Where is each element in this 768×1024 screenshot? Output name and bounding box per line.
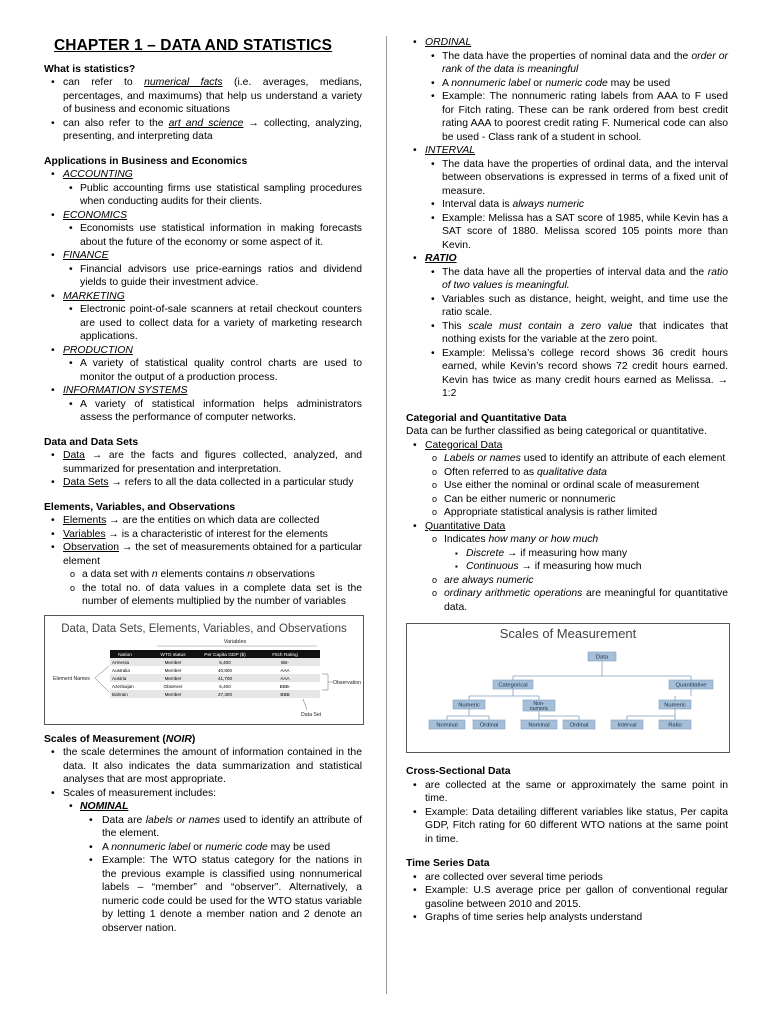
- list-item: • Economists use statistical information in making forecasts about the future of the economy or some aspect of it.: [63, 222, 362, 249]
- svg-text:Member: Member: [164, 675, 182, 681]
- list-item: • Interval data is always numeric: [425, 198, 728, 212]
- svg-text:Numeric: Numeric: [458, 702, 480, 709]
- svg-text:AAA: AAA: [280, 667, 290, 673]
- list-item: • NOMINAL • Data are labels or names used to identify an attribute of the element. • A nonnumeric label or numeric code may be used • Example: The WTO status category for the nations in the previous example is classified using nonnumerical labels – “member” and “observer”. Alternatively, a numeric code could be used for the WTO status variable by letting 1 denote a member nation and 2 denote an observer nation.: [63, 800, 362, 935]
- list-item: • Categorical Data o Labels or names used to identify an attribute of each element o Often referred to as qualitative data o Use either the nominal or ordinal scale of measurement o Can be either numeric or nonnumeric o Appropriate statistical analysis is rather limited: [406, 439, 728, 520]
- list-item: • Elements → are the entities on which data are collected: [44, 514, 362, 528]
- svg-text:BB-: BB-: [281, 659, 289, 665]
- list-item: o Indicates how many or how much ▪ Discrete → if measuring how many ▪ Continuous → if measuring how much: [425, 533, 728, 574]
- column-divider: [386, 36, 387, 994]
- node-categorical: [493, 680, 533, 689]
- list-item: • can also refer to the art and science → collecting, analyzing, presenting, and interpreting data: [44, 117, 362, 144]
- node-ordinal: [473, 720, 505, 729]
- section-heading-elements: Elements, Variables, and Observations: [44, 501, 236, 513]
- table-row: [110, 690, 320, 698]
- svg-text:AAA: AAA: [280, 675, 290, 681]
- scales-continued-list: [406, 36, 728, 401]
- list-item: • can refer to numerical facts (i.e. averages, medians, percentages, and maximums) that help us understand a variety of business and economic situations: [44, 76, 362, 117]
- list-item: • The data have all the properties of interval data and the ratio of two values is meaningful.: [425, 266, 728, 293]
- svg-text:BBB-: BBB-: [279, 683, 291, 689]
- svg-text:Ordinal: Ordinal: [569, 722, 589, 729]
- list-item: • FINANCE • Financial advisors use price-earnings ratios and dividend yields to guide their investment advice.: [44, 249, 362, 290]
- section-heading-time-series: Time Series Data: [406, 858, 490, 869]
- scales-list: [44, 746, 362, 935]
- list-item: o Can be either numeric or nonnumeric: [425, 493, 728, 507]
- list-item: ▪ Discrete → if measuring how many: [444, 547, 728, 561]
- list-item: • INTERVAL • The data have the properties of ordinal data, and the interval between observations is expressed in terms of a fixed unit of measure. • Interval data is always numeric • Example: Melissa has a SAT score of 1985, while Kevin has a SAT score of 1880. Melissa scored 105 points more than Kevin.: [406, 144, 728, 252]
- list-item: • A nonnumeric label or numeric code may be used: [80, 841, 362, 855]
- node-ordinal-nonnumeric: [563, 720, 595, 729]
- node-interval: [611, 720, 643, 729]
- list-item: • Scales of measurement includes: • NOMINAL • Data are labels or names used to identify an attribute of the element. • A nonnumeric label or numeric code may be used • Example: The WTO status category for the nations in the previous example is classified using nonnumerical labels – “member” and “observer”. Alternatively, a numeric code could be used for the WTO status variable by letting 1 denote a member nation and 2 denote an observer nation.: [44, 787, 362, 936]
- list-item: • The data have the properties of ordinal data, and the interval between observations is expressed in terms of a fixed unit of measure.: [425, 158, 728, 199]
- table-row: [110, 658, 320, 666]
- list-item: • Example: Data detailing different variables like status, Per capita GDP, Fitch rating for 60 different WTO nations at the same point in time.: [406, 806, 728, 847]
- right-column: [406, 36, 728, 925]
- svg-text:41,700: 41,700: [217, 675, 233, 681]
- node-numeric-quantitative: [659, 700, 691, 709]
- list-item: • Graphs of time series help analysts understand: [406, 911, 728, 925]
- observation-label: Observation: [333, 679, 361, 686]
- data-set-label: Data Set: [301, 711, 322, 718]
- svg-text:Data: Data: [595, 654, 609, 661]
- list-item: • are collected over several time periods: [406, 871, 728, 885]
- what-is-statistics-list: [44, 76, 362, 144]
- list-item: • ECONOMICS • Economists use statistical information in making forecasts about the future of the economy or some aspect of it.: [44, 209, 362, 250]
- list-item: • A variety of statistical quality control charts are used to monitor the output of a production process.: [63, 357, 362, 384]
- table-row: [110, 674, 320, 682]
- svg-text:40,800: 40,800: [217, 667, 233, 673]
- list-item: o ordinary arithmetic operations are meaningful for quantitative data.: [425, 587, 728, 614]
- list-item: • Observation → the set of measurements obtained for a particular element o a data set with n elements contains n observations o the total no. of data values in a complete data set is the number of elements multiplied by the number of variables: [44, 541, 362, 609]
- list-item: • Data → are the facts and figures collected, analyzed, and summarized for presentation and interpretation.: [44, 449, 362, 476]
- list-item: • A variety of statistical information helps administrators assess the performance of computer networks.: [63, 398, 362, 425]
- element-names-label: Element Names: [53, 675, 90, 682]
- list-item: o Use either the nominal or ordinal scale of measurement: [425, 479, 728, 493]
- table-header-nation: Nation: [118, 652, 132, 658]
- list-item: • Electronic point-of-sale scanners at retail checkout counters are used to collect data for a variety of marketing research applications.: [63, 303, 362, 344]
- list-item: • ORDINAL • The data have the properties of nominal data and the order or rank of the data is meaningful • A nonnumeric label or numeric code may be used • Example: The nonnumeric rating labels from AAA to F used for Fitch rating. These can be rank ordered from best credit rating AAA to poorest credit rating F. Numerical code can also be used - Class rank of a student in school.: [406, 36, 728, 144]
- list-item: o Often referred to as qualitative data: [425, 466, 728, 480]
- table-row: [110, 666, 320, 674]
- list-item: • This scale must contain a zero value that indicates that nothing exists for the variable at the zero point.: [425, 320, 728, 347]
- node-ratio: [659, 720, 691, 729]
- list-item: • INFORMATION SYSTEMS • A variety of statistical information helps administrators assess the performance of computer networks.: [44, 384, 362, 425]
- svg-text:Austria: Austria: [112, 675, 127, 681]
- list-item: • PRODUCTION • A variety of statistical quality control charts are used to monitor the output of a production process.: [44, 344, 362, 385]
- list-item: • The data have the properties of nominal data and the order or rank of the data is meaningful: [425, 50, 728, 77]
- variables-label: Variables: [223, 638, 247, 645]
- categorical-quantitative-list: [406, 439, 728, 615]
- table-header-gdp: Per Capita GDP ($): [204, 652, 246, 658]
- node-data: [588, 652, 616, 661]
- svg-text:Non-: Non-: [533, 701, 545, 707]
- list-item: • Variables such as distance, height, weight, and time use the ratio scale.: [425, 293, 728, 320]
- list-item: • Financial advisors use price-earnings ratios and dividend yields to guide their investment advice.: [63, 263, 362, 290]
- svg-text:Member: Member: [164, 659, 182, 665]
- time-series-list: [406, 871, 728, 925]
- svg-text:27,300: 27,300: [217, 691, 233, 697]
- svg-text:Bahrain: Bahrain: [112, 691, 128, 697]
- table-header-fitch: Fitch Rating: [272, 652, 298, 658]
- svg-text:5,400: 5,400: [219, 659, 231, 665]
- data-sets-list: [44, 449, 362, 490]
- categorical-intro: Data can be further classified as being categorical or quantitative.: [406, 426, 707, 437]
- svg-text:Nominal: Nominal: [436, 722, 458, 729]
- applications-list: [44, 168, 362, 425]
- svg-text:Interval: Interval: [617, 722, 637, 729]
- data-set-figure: [44, 615, 364, 725]
- svg-text:BBB: BBB: [280, 691, 290, 697]
- figure-title: Scales of Measurement: [499, 626, 637, 641]
- list-item: • Quantitative Data o Indicates how many or how much ▪ Discrete → if measuring how many ▪ Continuous → if measuring how much o are always numeric o ordinary arithmetic operations are meaningful for quantitative data.: [406, 520, 728, 615]
- svg-text:Observer: Observer: [163, 683, 183, 689]
- list-item: • Data Sets → refers to all the data collected in a particular study: [44, 476, 362, 490]
- svg-text:Azerbaijan: Azerbaijan: [112, 683, 134, 689]
- cross-sectional-list: [406, 779, 728, 847]
- elements-list: [44, 514, 362, 609]
- node-numeric: [453, 700, 485, 709]
- section-heading-cross-sectional: Cross-Sectional Data: [406, 766, 511, 777]
- svg-text:Ordinal: Ordinal: [479, 722, 499, 729]
- list-item: • Data are labels or names used to identify an attribute of the element.: [80, 814, 362, 841]
- list-item: o Labels or names used to identify an attribute of each element: [425, 452, 728, 466]
- list-item: • Example: Melissa has a SAT score of 1985, while Kevin has a SAT score of 1880. Melissa scored 105 points more than Kevin.: [425, 212, 728, 253]
- section-heading-applications: Applications in Business and Economics: [44, 155, 248, 167]
- svg-text:Ratio: Ratio: [668, 722, 682, 729]
- table-header-wto: WTO status: [160, 652, 186, 658]
- list-item: o are always numeric: [425, 574, 728, 588]
- left-column: [44, 0, 362, 935]
- scales-tree-diagram: [407, 644, 729, 752]
- list-item: • are collected at the same or approximately the same point in time.: [406, 779, 728, 806]
- list-item: o a data set with n elements contains n observations: [63, 568, 362, 582]
- list-item: o Appropriate statistical analysis is rather limited: [425, 506, 728, 520]
- page-title: CHAPTER 1 – DATA AND STATISTICS: [54, 37, 333, 54]
- list-item: • RATIO • The data have all the properties of interval data and the ratio of two values is meaningful. • Variables such as distance, height, weight, and time use the ratio scale. • This scale must contain a zero value that indicates that nothing exists for the variable at the zero point. • Example: Melissa’s college record shows 36 credit hours earned, while Kevin’s record shows 72 credit hours earned. Kevin has twice as many credit hours earned as Melissa. → 1:2: [406, 252, 728, 401]
- figure-title: Data, Data Sets, Elements, Variables, and Observations: [61, 622, 347, 635]
- svg-text:Quantitative: Quantitative: [675, 682, 707, 689]
- list-item: • the scale determines the amount of information contained in the data. It also indicates the data summarization and statistical analyses that are most appropriate.: [44, 746, 362, 787]
- section-heading-scales: Scales of Measurement (NOIR): [44, 733, 196, 745]
- section-heading-data-sets: Data and Data Sets: [44, 436, 139, 448]
- node-quantitative: [669, 680, 713, 689]
- node-nonnumeric: [523, 700, 555, 712]
- svg-text:Armenia: Armenia: [112, 659, 130, 665]
- svg-text:Numeric: Numeric: [664, 702, 686, 709]
- data-set-diagram: [45, 636, 363, 722]
- list-item: • ACCOUNTING • Public accounting firms use statistical sampling procedures when conducting audits for their clients.: [44, 168, 362, 209]
- list-item: • Example: The nonnumeric rating labels from AAA to F used for Fitch rating. These can be rank ordered from best credit rating AAA to poorest credit rating F. Numerical code can also be used - Class rank of a student in school.: [425, 90, 728, 144]
- section-heading-categorical-quantitative: Categorial and Quantitative Data: [406, 412, 567, 424]
- list-item: • MARKETING • Electronic point-of-sale scanners at retail checkout counters are used to collect data for a variety of marketing research applications.: [44, 290, 362, 344]
- list-item: ▪ Continuous → if measuring how much: [444, 560, 728, 574]
- list-item: • Example: The WTO status category for the nations in the previous example is classified using nonnumerical labels – “member” and “observer”. Alternatively, a numeric code could be used for the WTO status variable by letting 1 denote a member nation and 2 denote an observer nation.: [80, 854, 362, 935]
- svg-text:Categorical: Categorical: [498, 682, 528, 689]
- node-nominal-nonnumeric: [521, 720, 557, 729]
- svg-text:Member: Member: [164, 691, 182, 697]
- node-nominal: [429, 720, 465, 729]
- table-row: [110, 682, 320, 690]
- list-item: • Example: U.S average price per gallon of conventional regular gasoline between 2010 and 2015.: [406, 884, 728, 911]
- list-item: • A nonnumeric label or numeric code may be used: [425, 77, 728, 91]
- list-item: • Variables → is a characteristic of interest for the elements: [44, 528, 362, 542]
- list-item: • Public accounting firms use statistical sampling procedures when conducting audits for their clients.: [63, 182, 362, 209]
- svg-text:Nominal: Nominal: [528, 722, 550, 729]
- list-item: o the total no. of data values in a complete data set is the number of elements multiplied by the number of variables: [63, 582, 362, 609]
- list-item: • Example: Melissa’s college record shows 36 credit hours earned, while Kevin’s record shows 72 credit hours earned. Kevin has twice as many credit hours earned as Melissa. → 1:2: [425, 347, 728, 401]
- svg-text:Australia: Australia: [112, 667, 130, 673]
- svg-text:Member: Member: [164, 667, 182, 673]
- svg-text:5,400: 5,400: [219, 683, 231, 689]
- section-heading-what-is-statistics: What is statistics?: [44, 63, 136, 75]
- svg-text:numeric: numeric: [529, 706, 549, 712]
- scales-of-measurement-figure: [406, 623, 730, 753]
